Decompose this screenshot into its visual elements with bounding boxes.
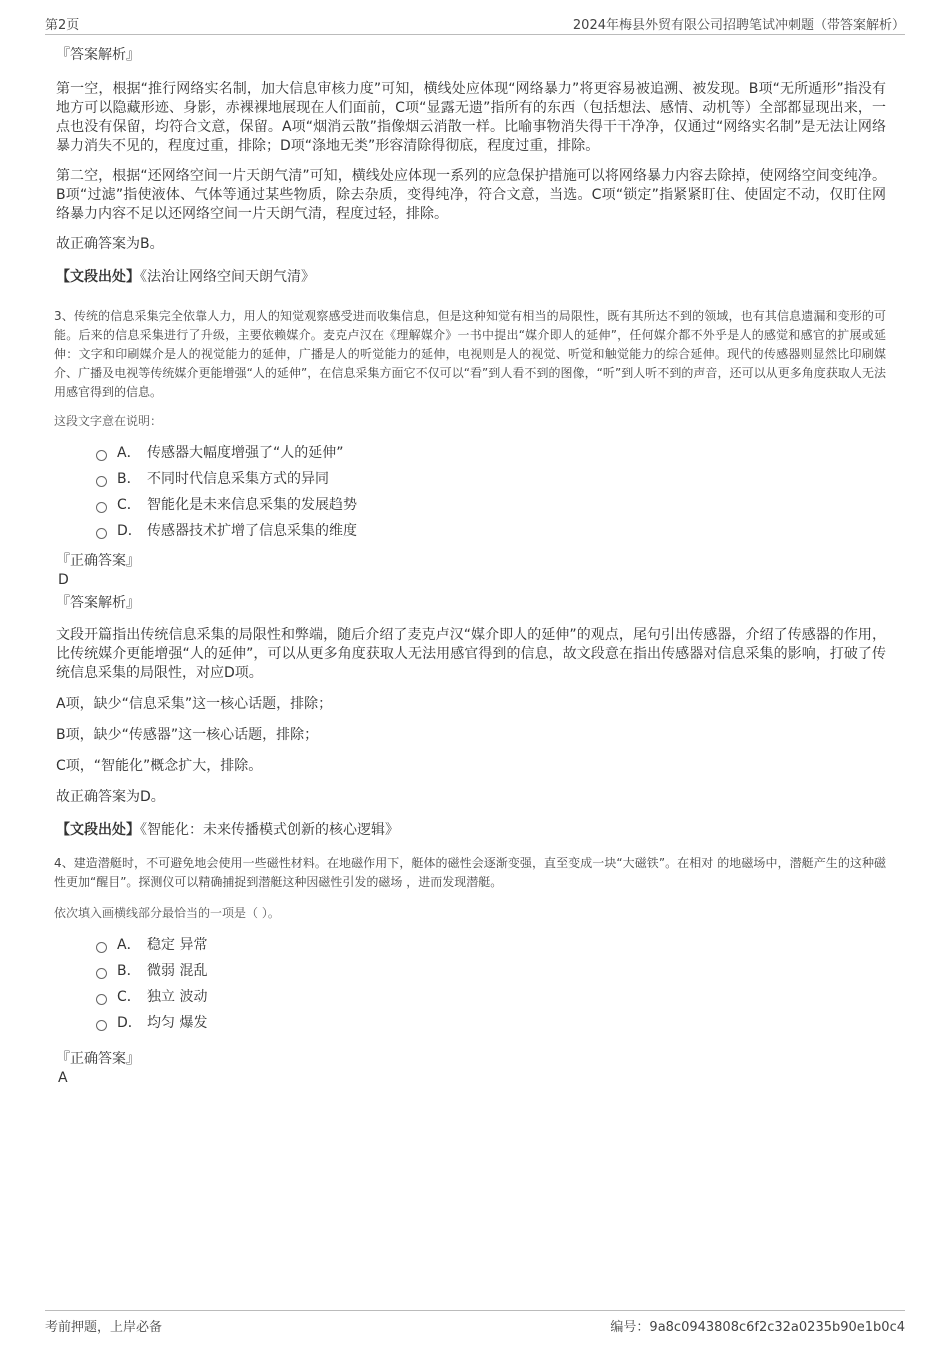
question-text: 3、传统的信息采集完全依靠人力，用人的知觉观察感受进而收集信息，但是这种知觉有相当的局限性，既有其所达不到的领域，也有其信息遗漏和变形的可能。后来的信息采集进行了升级，主要依赖媒介。麦克卢汉在《理解媒介》一书中提出“媒介即人的延伸”，任何媒介都不外乎是人的感觉和感官的扩展或延伸：文字和印刷媒介是人的视觉能力的延伸，广播是人的听觉能力的延伸，电视则是人的视觉、听觉和触觉能力的综合延伸。现代的传感器则显然比印刷媒介、广播及电视等传统媒介更能增强“人的延伸”，在信息采集方面它不仅可以“看”到人看不到的图像，“听”到人听不到的声音，还可以从更多角度获取人无法用感官得到的信息。: [54, 309, 886, 399]
correct-answer-label: 『正确答案』: [56, 1051, 140, 1067]
option-key: B．: [117, 471, 141, 487]
radio-icon[interactable]: [96, 968, 107, 979]
question-prompt: 这段文字意在说明：: [54, 414, 163, 428]
option-key: D．: [117, 1015, 142, 1031]
option-d[interactable]: [96, 1010, 886, 1036]
page-number: 第2页: [45, 18, 80, 33]
analysis-paragraph: C项，“智能化”概念扩大，排除。: [56, 758, 263, 774]
option-text: 智能化是未来信息采集的发展趋势: [147, 497, 357, 513]
radio-icon[interactable]: [96, 1020, 107, 1031]
option-key: B．: [117, 963, 141, 979]
page-header: [45, 14, 905, 35]
source-label: 【文段出处】: [56, 822, 140, 838]
option-key: C．: [117, 497, 141, 513]
option-b[interactable]: [96, 958, 886, 984]
source-label: 【文段出处】: [56, 269, 140, 285]
options-list: [56, 932, 886, 1036]
question-text: 4、建造潜艇时，不可避免地会使用一些磁性材料。在地磁作用下，艇体的磁性会逐渐变强，直至变成一块“大磁铁”。在相对 的地磁场中，潜艇产生的这种磁性更加“醒目”。探测仪可以精确捕捉到潜艇这种因磁性引发的磁场 ，进而发现潜艇。: [54, 856, 886, 889]
options-list: [56, 440, 886, 544]
analysis-conclusion: 故正确答案为B。: [56, 236, 164, 252]
radio-icon[interactable]: [96, 476, 107, 487]
document-title: 2024年梅县外贸有限公司招聘笔试冲刺题（带答案解析）: [572, 18, 905, 33]
radio-icon[interactable]: [96, 994, 107, 1005]
footer-slogan: 考前押题，上岸必备: [45, 1320, 163, 1335]
radio-icon[interactable]: [96, 942, 107, 953]
source-line: [56, 267, 886, 287]
source-title: 《智能化：未来传播模式创新的核心逻辑》: [140, 822, 399, 838]
radio-icon[interactable]: [96, 450, 107, 461]
option-text: 独立 波动: [147, 989, 208, 1005]
analysis-paragraph: 第二空，根据“还网络空间一片天朗气清”可知，横线处应体现一系列的应急保护措施可以将网络暴力内容去除掉，使网络空间变纯净。B项“过滤”指使液体、气体等通过某些物质，除去杂质，变得纯净，符合文意，当选。C项“锁定”指紧紧盯住、使固定不动，仅盯住网络暴力内容不足以还网络空间一片天朗气清，程度过轻，排除。: [56, 168, 886, 222]
option-text: 传感器大幅度增强了“人的延伸”: [147, 445, 344, 461]
option-a[interactable]: [96, 932, 886, 958]
analysis-paragraph: A项，缺少“信息采集”这一核心话题，排除；: [56, 696, 333, 712]
document-id: 编号：9a8c0943808c6f2c32a0235b90e1b0c4: [610, 1320, 905, 1335]
option-d[interactable]: [96, 518, 886, 544]
option-text: 稳定 异常: [147, 937, 208, 953]
page-content: [56, 44, 886, 1086]
correct-answer-label: 『正确答案』: [56, 553, 140, 569]
option-c[interactable]: [96, 492, 886, 518]
correct-answer-value: A: [58, 1070, 68, 1086]
option-text: 传感器技术扩增了信息采集的维度: [147, 523, 357, 539]
option-key: C．: [117, 989, 141, 1005]
option-text: 均匀 爆发: [147, 1015, 208, 1031]
option-key: A．: [117, 937, 141, 953]
radio-icon[interactable]: [96, 528, 107, 539]
analysis-conclusion: 故正确答案为D。: [56, 789, 165, 805]
source-line: [56, 820, 886, 840]
radio-icon[interactable]: [96, 502, 107, 513]
option-a[interactable]: [96, 440, 886, 466]
option-c[interactable]: [96, 984, 886, 1010]
question-prompt: 依次填入画横线部分最恰当的一项是（ ）。: [54, 906, 280, 920]
option-text: 不同时代信息采集方式的异同: [147, 471, 329, 487]
analysis-paragraph: 第一空，根据“推行网络实名制，加大信息审核力度”可知，横线处应体现“网络暴力”将更容易被追溯、被发现。B项“无所遁形”指没有地方可以隐藏形迹、身影，赤裸裸地展现在人们面前，C项“显露无遗”指所有的东西（包括想法、感情、动机等）全部都显现出来，一点也没有保留，均符合文意，保留。A项“烟消云散”指像烟云消散一样。比喻事物消失得干干净净，仅通过“网络实名制”是无法让网络暴力消失不见的，程度过重，排除；D项“涤地无类”形容清除得彻底，程度过重，排除。: [56, 81, 886, 154]
analysis-paragraph: B项，缺少“传感器”这一核心话题，排除；: [56, 727, 319, 743]
analysis-label: 『答案解析』: [56, 595, 140, 611]
option-text: 微弱 混乱: [147, 963, 208, 979]
analysis-paragraph: 文段开篇指出传统信息采集的局限性和弊端，随后介绍了麦克卢汉“媒介即人的延伸”的观点，尾句引出传感器，介绍了传感器的作用，比传统媒介更能增强“人的延伸”，可以从更多角度获取人无法用感官得到的信息，故文段意在指出传感器对信息采集的影响，打破了传统信息采集的局限性，对应D项。: [56, 627, 886, 681]
option-b[interactable]: [96, 466, 886, 492]
correct-answer-value: D: [58, 572, 69, 588]
option-key: A．: [117, 445, 141, 461]
source-title: 《法治让网络空间天朗气清》: [140, 269, 315, 285]
page-footer: [45, 1310, 905, 1339]
analysis-label: 『答案解析』: [56, 47, 140, 63]
option-key: D．: [117, 523, 142, 539]
